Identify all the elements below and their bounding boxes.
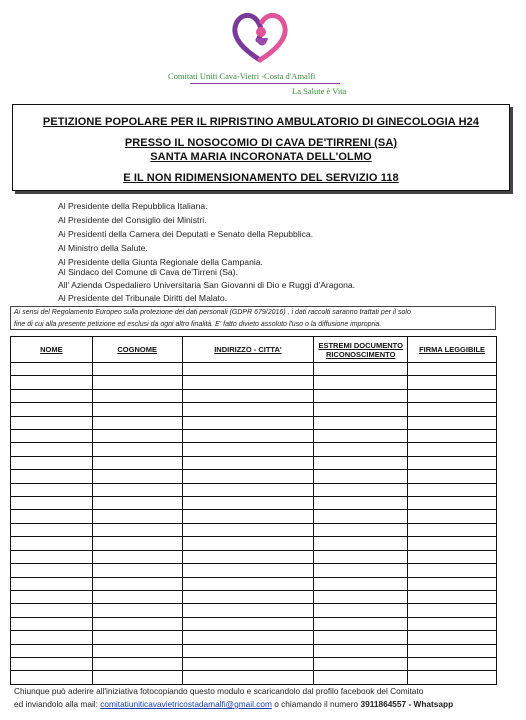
addressee: Al Presidente della Repubblica Italiana. bbox=[58, 201, 208, 211]
signature-cell[interactable] bbox=[92, 389, 182, 402]
table-row bbox=[11, 523, 497, 536]
signature-table bbox=[10, 336, 497, 685]
signature-cell[interactable] bbox=[92, 604, 182, 617]
table-row bbox=[11, 416, 497, 429]
signature-cell[interactable] bbox=[182, 631, 314, 644]
title-line-2: PRESSO IL NOSOCOMIO DI CAVA DE'TIRRENI (SA) bbox=[124, 137, 398, 149]
signature-cell[interactable] bbox=[314, 416, 408, 429]
divider bbox=[190, 83, 340, 84]
signature-cell[interactable] bbox=[11, 657, 93, 670]
signature-cell[interactable] bbox=[408, 604, 497, 617]
signature-cell[interactable] bbox=[11, 604, 93, 617]
title-line-4: E IL NON RIDIMENSIONAMENTO DEL SERVIZIO 118 bbox=[123, 172, 399, 184]
signature-cell[interactable] bbox=[408, 430, 497, 443]
signature-cell[interactable] bbox=[314, 483, 408, 496]
signature-cell[interactable] bbox=[182, 443, 314, 456]
signature-cell[interactable] bbox=[314, 470, 408, 483]
table-row bbox=[11, 470, 497, 483]
signature-cell[interactable] bbox=[182, 537, 314, 550]
addressee: All' Azienda Ospedaliero Universitaria San Giovanni di Dio e Ruggi d'Aragona. bbox=[58, 280, 356, 290]
signature-cell[interactable] bbox=[408, 564, 497, 577]
signature-cell[interactable] bbox=[314, 430, 408, 443]
signature-cell[interactable] bbox=[314, 510, 408, 523]
signature-cell[interactable] bbox=[92, 671, 182, 684]
signature-cell[interactable] bbox=[408, 617, 497, 630]
title-line-1: PETIZIONE POPOLARE PER IL RIPRISTINO AMBULATORIO DI GINECOLOGIA H24 bbox=[42, 116, 480, 128]
signature-cell[interactable] bbox=[182, 657, 314, 670]
signature-cell[interactable] bbox=[314, 389, 408, 402]
signature-cell[interactable] bbox=[11, 363, 93, 376]
signature-cell[interactable] bbox=[182, 671, 314, 684]
organization-name: Comitati Uniti Cava-Vietri -Costa d'Amalfi bbox=[168, 71, 316, 81]
signature-cell[interactable] bbox=[408, 523, 497, 536]
signature-cell[interactable] bbox=[92, 617, 182, 630]
signature-cell[interactable] bbox=[11, 483, 93, 496]
signature-cell[interactable] bbox=[408, 443, 497, 456]
table-row bbox=[11, 590, 497, 603]
signature-cell[interactable] bbox=[11, 537, 93, 550]
signature-cell[interactable] bbox=[182, 456, 314, 469]
table-row bbox=[11, 510, 497, 523]
signature-cell[interactable] bbox=[11, 430, 93, 443]
signature-cell[interactable] bbox=[11, 617, 93, 630]
table-row bbox=[11, 657, 497, 670]
table-row bbox=[11, 604, 497, 617]
footer-line-2 bbox=[14, 699, 453, 709]
signature-cell[interactable] bbox=[11, 671, 93, 684]
signature-cell[interactable] bbox=[11, 644, 93, 657]
signature-cell[interactable] bbox=[408, 456, 497, 469]
footer-text: o chiamando il numero bbox=[271, 699, 361, 709]
signature-cell[interactable] bbox=[11, 470, 93, 483]
signature-cell[interactable] bbox=[314, 590, 408, 603]
signature-cell[interactable] bbox=[182, 644, 314, 657]
footer-text: ed inviandolo alla mail: bbox=[14, 699, 101, 709]
signature-cell[interactable] bbox=[314, 644, 408, 657]
signature-cell[interactable] bbox=[11, 497, 93, 510]
signature-cell[interactable] bbox=[92, 590, 182, 603]
signature-cell[interactable] bbox=[314, 577, 408, 590]
signature-cell[interactable] bbox=[92, 523, 182, 536]
signature-cell[interactable] bbox=[408, 483, 497, 496]
signature-cell[interactable] bbox=[182, 483, 314, 496]
signature-cell[interactable] bbox=[11, 510, 93, 523]
table-row bbox=[11, 403, 497, 416]
signature-cell[interactable] bbox=[182, 510, 314, 523]
phone-number: 3911864557 - Whatsapp bbox=[360, 699, 454, 709]
organization-tagline: La Salute è Vita bbox=[292, 86, 347, 96]
title-line-3: SANTA MARIA INCORONATA DELL'OLMO bbox=[150, 151, 372, 163]
signature-cell[interactable] bbox=[11, 376, 93, 389]
signature-cell[interactable] bbox=[92, 470, 182, 483]
table-row bbox=[11, 617, 497, 630]
table-row bbox=[11, 430, 497, 443]
table-row bbox=[11, 644, 497, 657]
column-header-cognome: COGNOME bbox=[92, 337, 182, 363]
signature-cell[interactable] bbox=[314, 604, 408, 617]
signature-cell[interactable] bbox=[314, 443, 408, 456]
signature-cell[interactable] bbox=[182, 577, 314, 590]
signature-cell[interactable] bbox=[314, 671, 408, 684]
privacy-notice bbox=[10, 306, 496, 330]
signature-cell[interactable] bbox=[182, 363, 314, 376]
table-row bbox=[11, 389, 497, 402]
signature-cell[interactable] bbox=[11, 443, 93, 456]
signature-cell[interactable] bbox=[182, 497, 314, 510]
signature-cell[interactable] bbox=[314, 617, 408, 630]
table-row bbox=[11, 550, 497, 563]
addressee: Al Presidente del Consiglio dei Ministri. bbox=[58, 215, 207, 225]
signature-cell[interactable] bbox=[182, 523, 314, 536]
addressee: Al Ministro della Salute. bbox=[58, 243, 148, 253]
signature-cell[interactable] bbox=[92, 537, 182, 550]
signature-cell[interactable] bbox=[92, 564, 182, 577]
column-header-indirizzo: INDIRIZZO - CITTA' bbox=[182, 337, 314, 363]
signature-cell[interactable] bbox=[11, 403, 93, 416]
signature-cell[interactable] bbox=[182, 376, 314, 389]
signature-cell[interactable] bbox=[408, 550, 497, 563]
signature-cell[interactable] bbox=[408, 403, 497, 416]
footer-line-1: Chiunque può aderire all'iniziativa fotocopiando questo modulo e scaricandolo dal profilo facebook del Comitato bbox=[14, 686, 424, 696]
signature-cell[interactable] bbox=[92, 456, 182, 469]
addressee: Al Presidente della Giunta Regionale della Campania. bbox=[58, 257, 263, 267]
signature-cell[interactable] bbox=[314, 456, 408, 469]
signature-cell[interactable] bbox=[314, 523, 408, 536]
signature-cell[interactable] bbox=[408, 657, 497, 670]
signature-cell[interactable] bbox=[408, 497, 497, 510]
table-row bbox=[11, 376, 497, 389]
signature-cell[interactable] bbox=[182, 604, 314, 617]
privacy-line: fine di cui alla presente petizione ed esclusi da ogni altro finalità. E' fatto divieto assoluto l'uso o la diffusione impropria. bbox=[14, 321, 382, 328]
signature-cell[interactable] bbox=[314, 537, 408, 550]
signature-cell[interactable] bbox=[11, 631, 93, 644]
signature-cell[interactable] bbox=[11, 577, 93, 590]
signature-cell[interactable] bbox=[92, 376, 182, 389]
signature-cell[interactable] bbox=[92, 443, 182, 456]
signature-cell[interactable] bbox=[182, 550, 314, 563]
addressee: Al Presidente del Tribunale Diritti del Malato. bbox=[58, 293, 228, 303]
signature-cell[interactable] bbox=[92, 644, 182, 657]
email-link[interactable]: comitatiuniticavavietricostadamalfi@gmail.com bbox=[100, 699, 272, 709]
table-row bbox=[11, 577, 497, 590]
signature-cell[interactable] bbox=[314, 564, 408, 577]
table-row bbox=[11, 497, 497, 510]
signature-cell[interactable] bbox=[11, 550, 93, 563]
table-row bbox=[11, 363, 497, 376]
signature-cell[interactable] bbox=[11, 456, 93, 469]
signature-cell[interactable] bbox=[11, 389, 93, 402]
signature-cell[interactable] bbox=[92, 363, 182, 376]
signature-cell[interactable] bbox=[408, 510, 497, 523]
column-header-documento: ESTREMI DOCUMENTO RICONOSCIMENTO bbox=[314, 337, 408, 363]
signature-cell[interactable] bbox=[408, 671, 497, 684]
signature-cell[interactable] bbox=[182, 416, 314, 429]
signature-cell[interactable] bbox=[182, 590, 314, 603]
signature-cell[interactable] bbox=[408, 470, 497, 483]
table-row bbox=[11, 564, 497, 577]
signature-cell[interactable] bbox=[92, 403, 182, 416]
table-row bbox=[11, 631, 497, 644]
signature-cell[interactable] bbox=[408, 577, 497, 590]
signature-cell[interactable] bbox=[92, 510, 182, 523]
signature-cell[interactable] bbox=[408, 631, 497, 644]
table-row bbox=[11, 483, 497, 496]
signature-cell[interactable] bbox=[408, 416, 497, 429]
signature-cell[interactable] bbox=[92, 631, 182, 644]
addressee: Ai Presidenti della Camera dei Deputati e Senato della Repubblica. bbox=[58, 229, 314, 239]
signature-cell[interactable] bbox=[92, 550, 182, 563]
column-header-firma: FIRMA LEGGIBILE bbox=[408, 337, 497, 363]
heart-logo-icon bbox=[228, 8, 292, 66]
signature-cell[interactable] bbox=[92, 416, 182, 429]
signature-cell[interactable] bbox=[11, 590, 93, 603]
signature-cell[interactable] bbox=[408, 376, 497, 389]
signature-cell[interactable] bbox=[11, 564, 93, 577]
signature-cell[interactable] bbox=[314, 376, 408, 389]
signature-cell[interactable] bbox=[314, 657, 408, 670]
table-row bbox=[11, 456, 497, 469]
signature-cell[interactable] bbox=[314, 497, 408, 510]
privacy-line: Ai sensi del Regolamento Europeo sulla protezione dei dati personali (GDPR 679/2016) , i dati raccolti saranno trattati per il solo bbox=[14, 309, 411, 316]
signature-cell[interactable] bbox=[408, 389, 497, 402]
signature-cell[interactable] bbox=[408, 363, 497, 376]
signature-cell[interactable] bbox=[314, 363, 408, 376]
column-header-nome: NOME bbox=[11, 337, 93, 363]
signature-cell[interactable] bbox=[92, 657, 182, 670]
petition-title-box bbox=[12, 104, 510, 191]
table-row bbox=[11, 443, 497, 456]
signature-cell[interactable] bbox=[408, 644, 497, 657]
signature-cell[interactable] bbox=[11, 416, 93, 429]
signature-cell[interactable] bbox=[92, 483, 182, 496]
signature-cell[interactable] bbox=[182, 617, 314, 630]
signature-cell[interactable] bbox=[182, 389, 314, 402]
table-row bbox=[11, 537, 497, 550]
signature-cell[interactable] bbox=[11, 523, 93, 536]
signature-cell[interactable] bbox=[182, 403, 314, 416]
signature-cell[interactable] bbox=[182, 564, 314, 577]
signature-cell[interactable] bbox=[92, 577, 182, 590]
signature-cell[interactable] bbox=[182, 430, 314, 443]
signature-cell[interactable] bbox=[92, 497, 182, 510]
table-header-row bbox=[11, 337, 497, 363]
signature-cell[interactable] bbox=[314, 550, 408, 563]
table-row bbox=[11, 671, 497, 684]
signature-cell[interactable] bbox=[182, 470, 314, 483]
signature-cell[interactable] bbox=[92, 430, 182, 443]
signature-cell[interactable] bbox=[408, 590, 497, 603]
signature-cell[interactable] bbox=[314, 403, 408, 416]
addressee: Al Sindaco del Comune di Cava de'Tirreni (Sa). bbox=[58, 267, 238, 277]
signature-cell[interactable] bbox=[314, 631, 408, 644]
signature-cell[interactable] bbox=[408, 537, 497, 550]
